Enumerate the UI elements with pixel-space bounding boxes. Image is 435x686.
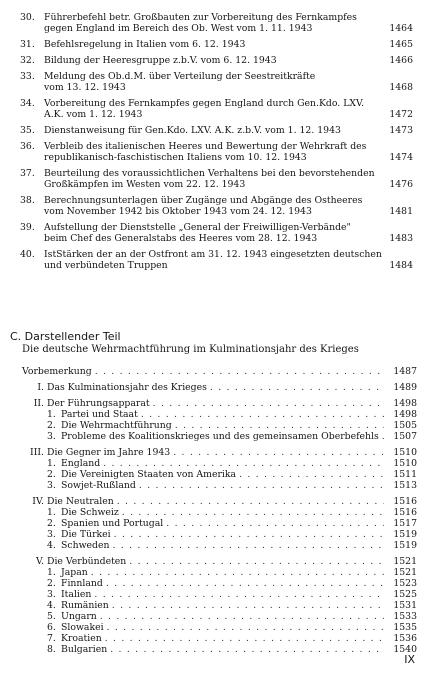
toc-chapter bbox=[22, 398, 417, 442]
subentry-label: Italien bbox=[61, 589, 92, 600]
subentry-number: 3. bbox=[47, 480, 56, 491]
list-item-line: und verbündeten Truppen bbox=[44, 260, 168, 271]
toc-subentry[interactable] bbox=[22, 458, 417, 469]
toc-subentry[interactable] bbox=[22, 409, 417, 420]
chapter-numeral: II. bbox=[33, 398, 44, 409]
subentry-page: 1535 bbox=[393, 622, 417, 633]
leader-dots bbox=[153, 398, 384, 409]
leader-dots bbox=[239, 469, 384, 480]
subentry-label: Sowjet-Rußland bbox=[61, 480, 136, 491]
subentry-number: 7. bbox=[47, 633, 56, 644]
list-item-line: A.K. vom 1. 12. 1943 bbox=[44, 109, 143, 120]
subentry-page: 1498 bbox=[393, 409, 417, 420]
leader-dots bbox=[129, 556, 384, 567]
list-item-line: IstStärken der an der Ostfront am 31. 12. 1943 eingesetzten deutschen bbox=[44, 249, 382, 260]
subentry-page: 1540 bbox=[393, 644, 417, 655]
leader-dots bbox=[105, 633, 384, 644]
list-item-title bbox=[44, 195, 383, 217]
leader-dots bbox=[112, 600, 384, 611]
chapter-numeral: IV. bbox=[32, 496, 44, 507]
list-item-page: 1464 bbox=[389, 23, 413, 34]
subentry-number: 3. bbox=[47, 589, 56, 600]
subentry-title bbox=[47, 431, 379, 442]
toc-subentry[interactable] bbox=[22, 540, 417, 551]
toc-subentry[interactable] bbox=[22, 611, 417, 622]
list-item[interactable] bbox=[0, 39, 435, 50]
list-item-title bbox=[44, 71, 383, 93]
list-item-number: 37. bbox=[20, 168, 35, 179]
chapter-numeral: III. bbox=[30, 447, 44, 458]
toc-subentry[interactable] bbox=[22, 480, 417, 491]
subentry-title bbox=[47, 644, 107, 655]
subentry-number: 3. bbox=[47, 431, 56, 442]
list-item-page: 1474 bbox=[389, 152, 413, 163]
toc-chapter bbox=[22, 556, 417, 655]
list-item-page: 1481 bbox=[389, 206, 413, 217]
list-item-line: Verbleib des italienischen Heeres und Bewertung der Wehrkraft des bbox=[44, 141, 367, 152]
subentry-title bbox=[47, 622, 104, 633]
toc-subentry[interactable] bbox=[22, 644, 417, 655]
list-item-page: 1483 bbox=[389, 233, 413, 244]
list-item-line: Bildung der Heeresgruppe z.b.V. vom 6. 12. 1943 bbox=[44, 55, 277, 66]
subentry-label: Bulgarien bbox=[61, 644, 108, 655]
toc-chapter bbox=[22, 382, 417, 393]
list-item[interactable] bbox=[0, 195, 435, 217]
list-item-page: 1465 bbox=[389, 39, 413, 50]
list-item-line: Meldung des Ob.d.M. über Verteilung der Seestreitkräfte bbox=[44, 71, 316, 82]
toc-subentry[interactable] bbox=[22, 431, 417, 442]
list-item[interactable] bbox=[0, 141, 435, 163]
toc-entry-preface[interactable] bbox=[22, 366, 417, 377]
leader-dots bbox=[94, 589, 384, 600]
leader-dots bbox=[95, 366, 384, 377]
list-item-title bbox=[44, 55, 383, 66]
toc-chapters bbox=[22, 382, 417, 655]
chapter-numeral: V. bbox=[35, 556, 44, 567]
subentry-label: Probleme des Koalitionskrieges und des gemeinsamen Oberbefehls bbox=[61, 431, 379, 442]
subentry-page: 1507 bbox=[393, 431, 417, 442]
subentry-number: 8. bbox=[47, 644, 56, 655]
toc-chapter-heading[interactable] bbox=[22, 496, 417, 507]
list-item[interactable] bbox=[0, 98, 435, 120]
chapter-title: Das Kulminationsjahr des Krieges bbox=[47, 382, 207, 393]
subentry-label: Die Schweiz bbox=[61, 507, 119, 518]
chapter-page: 1510 bbox=[393, 447, 417, 458]
subentry-title bbox=[47, 420, 172, 431]
list-item-line: republikanisch-faschistischen Italiens vom 10. 12. 1943 bbox=[44, 152, 307, 163]
toc-subentry[interactable] bbox=[22, 589, 417, 600]
list-item-number: 34. bbox=[20, 98, 35, 109]
chapter-page: 1498 bbox=[393, 398, 417, 409]
list-item[interactable] bbox=[0, 249, 435, 271]
subentry-title bbox=[47, 540, 109, 551]
chapter-numeral: I. bbox=[37, 382, 44, 393]
leader-dots bbox=[166, 518, 384, 529]
subentry-title bbox=[47, 507, 119, 518]
subentry-label: Finnland bbox=[61, 578, 103, 589]
list-item-line: beim Chef des Generalstabs des Heeres vom 28. 12. 1943 bbox=[44, 233, 318, 244]
list-item[interactable] bbox=[0, 71, 435, 93]
chapter-title: Die Gegner im Jahre 1943 bbox=[47, 447, 171, 458]
subentry-page: 1517 bbox=[393, 518, 417, 529]
list-item-page: 1473 bbox=[389, 125, 413, 136]
toc-subentry[interactable] bbox=[22, 469, 417, 480]
leader-dots bbox=[103, 458, 384, 469]
subentry-label: England bbox=[61, 458, 101, 469]
list-item-page: 1472 bbox=[389, 109, 413, 120]
list-item-page: 1466 bbox=[389, 55, 413, 66]
list-item-line: Befehlsregelung in Italien vom 6. 12. 1943 bbox=[44, 39, 246, 50]
subentry-label: Schweden bbox=[61, 540, 110, 551]
list-item-number: 31. bbox=[20, 39, 35, 50]
list-item-line: Großkämpfen im Westen vom 22. 12. 1943 bbox=[44, 179, 246, 190]
subentry-label: Rumänien bbox=[61, 600, 109, 611]
toc-subentry[interactable] bbox=[22, 518, 417, 529]
subentry-page: 1519 bbox=[393, 529, 417, 540]
subentry-number: 5. bbox=[47, 611, 56, 622]
leader-dots bbox=[122, 507, 384, 518]
subentry-page: 1536 bbox=[393, 633, 417, 644]
list-item-title bbox=[44, 39, 383, 50]
subentry-number: 6. bbox=[47, 622, 56, 633]
list-item-line: vom November 1942 bis Oktober 1943 vom 24. 12. 1943 bbox=[44, 206, 312, 217]
list-item-line: Berechnungsunterlagen über Zugänge und Abgänge des Ostheeres bbox=[44, 195, 363, 206]
subentry-number: 2. bbox=[47, 578, 56, 589]
subentry-number: 2. bbox=[47, 518, 56, 529]
list-item-title bbox=[44, 141, 383, 163]
list-item-number: 40. bbox=[20, 249, 35, 260]
leader-dots bbox=[107, 622, 384, 633]
subentry-page: 1525 bbox=[393, 589, 417, 600]
subentry-label: Japan bbox=[61, 567, 88, 578]
subentry-title bbox=[47, 409, 138, 420]
subentry-page: 1513 bbox=[393, 480, 417, 491]
list-item-number: 39. bbox=[20, 222, 35, 233]
list-item-line: Führerbefehl betr. Großbauten zur Vorbereitung des Fernkampfes bbox=[44, 12, 357, 23]
subentry-page: 1523 bbox=[393, 578, 417, 589]
toc-subentry[interactable] bbox=[22, 507, 417, 518]
toc-entry-page: 1487 bbox=[393, 366, 417, 377]
list-item[interactable] bbox=[0, 12, 435, 34]
subentry-label: Kroatien bbox=[61, 633, 102, 644]
table-of-contents bbox=[22, 366, 417, 655]
list-item-line: Beurteilung des voraussichtlichen Verhaltens bei den bevorstehenden bbox=[44, 168, 375, 179]
list-item-line: gegen England im Bereich des Ob. West vom 1. 11. 1943 bbox=[44, 23, 313, 34]
leader-dots bbox=[106, 578, 384, 589]
chapter-title: Die Verbündeten bbox=[47, 556, 127, 567]
subentry-label: Die Wehrmachtführung bbox=[61, 420, 172, 431]
chapter-page: 1516 bbox=[393, 496, 417, 507]
list-item-line: Vorbereitung des Fernkampfes gegen England durch Gen.Kdo. LXV. bbox=[44, 98, 365, 109]
toc-subentry[interactable] bbox=[22, 600, 417, 611]
subentry-title bbox=[47, 458, 100, 469]
leader-dots bbox=[117, 496, 384, 507]
subentry-page: 1531 bbox=[393, 600, 417, 611]
subentry-number: 2. bbox=[47, 469, 56, 480]
subentry-label: Die Türkei bbox=[61, 529, 111, 540]
subentry-title bbox=[47, 578, 103, 589]
leader-dots bbox=[382, 431, 384, 442]
appendix-list bbox=[0, 12, 435, 276]
toc-entry-label: Vorbemerkung bbox=[22, 366, 92, 377]
subentry-number: 2. bbox=[47, 420, 56, 431]
leader-dots bbox=[210, 382, 384, 393]
subentry-page: 1521 bbox=[393, 567, 417, 578]
list-item-number: 30. bbox=[20, 12, 35, 23]
leader-dots bbox=[114, 529, 384, 540]
chapter-title: Der Führungsapparat bbox=[47, 398, 150, 409]
leader-dots bbox=[112, 540, 384, 551]
subentry-page: 1533 bbox=[393, 611, 417, 622]
subentry-page: 1511 bbox=[393, 469, 417, 480]
subentry-page: 1505 bbox=[393, 420, 417, 431]
subentry-title bbox=[47, 469, 236, 480]
section-subtitle: Die deutsche Wehrmachtführung im Kulminationsjahr des Krieges bbox=[22, 344, 359, 355]
subentry-title bbox=[47, 611, 97, 622]
subentry-number: 4. bbox=[47, 540, 56, 551]
list-item-page: 1468 bbox=[389, 82, 413, 93]
section-heading: C. Darstellender Teil bbox=[10, 330, 121, 343]
subentry-number: 1. bbox=[47, 567, 56, 578]
toc-subentry[interactable] bbox=[22, 567, 417, 578]
toc-subentry[interactable] bbox=[22, 622, 417, 633]
toc-chapter-heading[interactable] bbox=[22, 382, 417, 393]
subentry-title bbox=[47, 600, 109, 611]
chapter-page: 1489 bbox=[393, 382, 417, 393]
subentry-title bbox=[47, 518, 163, 529]
subentry-label: Ungarn bbox=[61, 611, 97, 622]
subentry-title bbox=[47, 529, 111, 540]
list-item-title bbox=[44, 249, 383, 271]
toc-chapter bbox=[22, 496, 417, 551]
list-item-title bbox=[44, 125, 383, 136]
subentry-number: 1. bbox=[47, 507, 56, 518]
list-item[interactable] bbox=[0, 222, 435, 244]
leader-dots bbox=[175, 420, 384, 431]
list-item-number: 35. bbox=[20, 125, 35, 136]
list-item-line: vom 13. 12. 1943 bbox=[44, 82, 126, 93]
list-item-number: 32. bbox=[20, 55, 35, 66]
subentry-title bbox=[47, 589, 91, 600]
toc-chapter-heading[interactable] bbox=[22, 398, 417, 409]
chapter-title: Die Neutralen bbox=[47, 496, 114, 507]
list-item[interactable] bbox=[0, 125, 435, 136]
list-item-number: 33. bbox=[20, 71, 35, 82]
toc-subentry[interactable] bbox=[22, 420, 417, 431]
list-item[interactable] bbox=[0, 168, 435, 190]
subentry-page: 1510 bbox=[393, 458, 417, 469]
leader-dots bbox=[100, 611, 384, 622]
list-item-title bbox=[44, 12, 383, 34]
toc-chapter-heading[interactable] bbox=[22, 556, 417, 567]
subentry-title bbox=[47, 480, 136, 491]
toc-chapter-heading[interactable] bbox=[22, 447, 417, 458]
subentry-number: 1. bbox=[47, 409, 56, 420]
leader-dots bbox=[139, 480, 384, 491]
leader-dots bbox=[173, 447, 384, 458]
list-item-title bbox=[44, 168, 383, 190]
toc-chapter bbox=[22, 447, 417, 491]
toc-subentry[interactable] bbox=[22, 529, 417, 540]
subentry-label: Slowakei bbox=[61, 622, 104, 633]
subentry-number: 3. bbox=[47, 529, 56, 540]
toc-subentry[interactable] bbox=[22, 578, 417, 589]
list-item[interactable] bbox=[0, 55, 435, 66]
subentry-title bbox=[47, 633, 102, 644]
toc-subentry[interactable] bbox=[22, 633, 417, 644]
subentry-number: 4. bbox=[47, 600, 56, 611]
list-item-title bbox=[44, 98, 383, 120]
list-item-number: 38. bbox=[20, 195, 35, 206]
list-item-line: Dienstanweisung für Gen.Kdo. LXV. A.K. z.b.V. vom 1. 12. 1943 bbox=[44, 125, 341, 136]
page-number: IX bbox=[404, 653, 415, 666]
list-item-page: 1476 bbox=[389, 179, 413, 190]
leader-dots bbox=[141, 409, 384, 420]
subentry-page: 1516 bbox=[393, 507, 417, 518]
subentry-label: Partei und Staat bbox=[61, 409, 138, 420]
chapter-page: 1521 bbox=[393, 556, 417, 567]
list-item-title bbox=[44, 222, 383, 244]
subentry-label: Spanien und Portugal bbox=[61, 518, 164, 529]
list-item-number: 36. bbox=[20, 141, 35, 152]
subentry-number: 1. bbox=[47, 458, 56, 469]
subentry-label: Die Vereinigten Staaten von Amerika bbox=[61, 469, 237, 480]
leader-dots bbox=[91, 567, 384, 578]
list-item-line: Aufstellung der Dienststelle „General der Freiwilligen-Verbände" bbox=[44, 222, 351, 233]
leader-dots bbox=[110, 644, 384, 655]
list-item-page: 1484 bbox=[389, 260, 413, 271]
subentry-title bbox=[47, 567, 88, 578]
subentry-page: 1519 bbox=[393, 540, 417, 551]
